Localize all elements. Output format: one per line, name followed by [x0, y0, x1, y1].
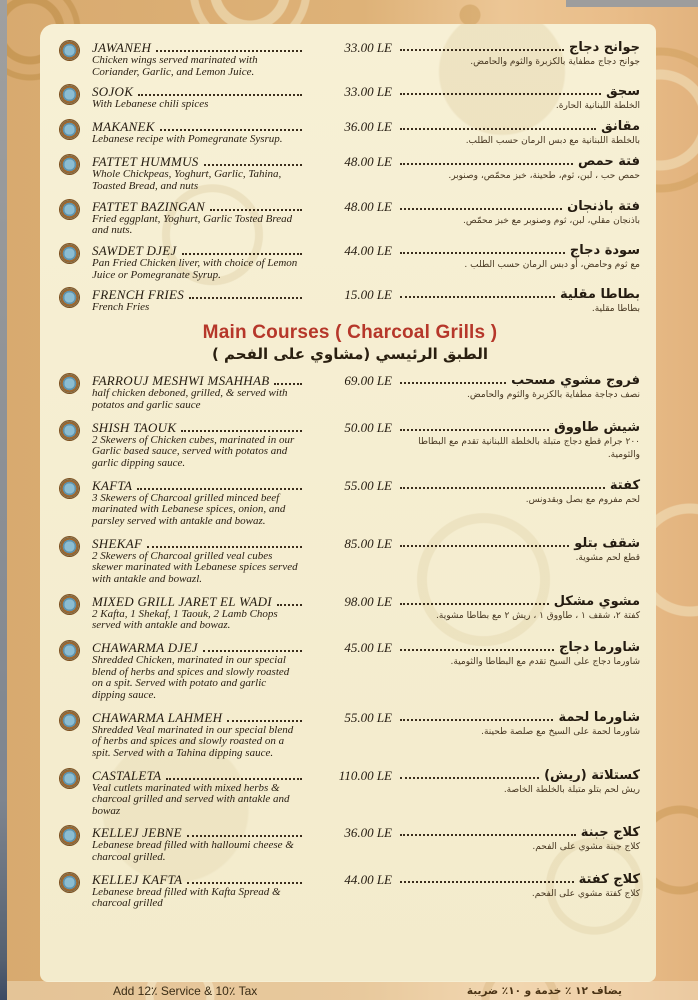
dotted-leader-ar — [400, 603, 549, 605]
logo-medallion-icon — [60, 641, 79, 660]
logo-medallion-icon — [60, 421, 79, 440]
item-name-line — [92, 478, 304, 493]
item-arabic — [398, 199, 640, 237]
dotted-leader — [204, 164, 302, 166]
item-english — [92, 872, 304, 910]
item-arabic — [398, 478, 640, 528]
item-description-en: Lebanese bread filled with halloumi cheese & charcoal grilled. — [92, 839, 294, 864]
item-name-line-ar — [398, 199, 640, 215]
dotted-leader — [138, 94, 302, 96]
item-name-line — [92, 243, 304, 258]
item-price: 15.00 LE — [344, 287, 392, 303]
item-price: 110.00 LE — [338, 767, 392, 783]
item-arabic — [398, 40, 640, 78]
item-description-ar: شاورما لحمة على السيخ مع صلصة طحينة. — [481, 726, 640, 737]
dotted-leader — [147, 546, 302, 548]
item-name-line-ar — [398, 640, 640, 656]
item-name-line-ar — [398, 40, 640, 56]
dotted-leader — [137, 488, 302, 490]
item-name-ar: شاورما لحمة — [558, 709, 640, 725]
item-price: 55.00 LE — [344, 709, 392, 725]
logo-medallion-icon — [60, 155, 79, 174]
item-description-ar: ريش لحم بتلو متبلة بالخلطة الخاصة. — [503, 784, 640, 795]
item-description-ar: قطع لحم مشوية. — [575, 552, 640, 563]
item-price: 44.00 LE — [344, 243, 392, 259]
item-price: 48.00 LE — [344, 154, 392, 170]
item-english — [92, 40, 304, 78]
item-description-ar: حمص حب ، لبن، ثوم، طحينة، خبز محمّص، وصنوبر. — [448, 171, 640, 182]
item-description-ar: شاورما دجاج على السيخ تقدم مع البطاطا والثومية. — [450, 656, 640, 667]
item-description-ar: لحم مفروم مع بصل وبقدونس. — [525, 494, 640, 505]
dotted-leader — [189, 297, 302, 299]
item-name-en: CHAWARMA LAHMEH — [92, 709, 223, 725]
item-name-ar: مشوي مشكل — [553, 593, 640, 609]
item-arabic — [398, 872, 640, 910]
item-description-en: Veal cutlets marinated with mixed herbs & charcoal grilled and served with antakle and bowaz — [92, 781, 290, 817]
menu-item — [60, 825, 640, 863]
item-description-en: Whole Chickpeas, Yoghurt, Garlic, Tahina, Toasted Bread, and nuts — [92, 168, 282, 193]
item-english — [92, 594, 304, 632]
item-arabic — [398, 710, 640, 760]
item-name-en: JAWANEH — [92, 40, 152, 55]
menu-item — [60, 40, 640, 78]
section-title-en: Main Courses ( Charcoal Grills ) — [202, 322, 498, 344]
dotted-leader-ar — [400, 834, 576, 836]
dotted-leader — [160, 129, 302, 131]
logo-medallion-icon — [60, 288, 79, 307]
item-name-en: MIXED GRILL JARET EL WADI — [92, 593, 272, 609]
dotted-leader-ar — [400, 881, 574, 883]
item-arabic — [398, 594, 640, 632]
dotted-leader — [182, 253, 302, 255]
dotted-leader-ar — [400, 429, 549, 431]
item-name-en: SOJOK — [92, 84, 134, 100]
item-description-ar: ٢٠٠ جرام قطع دجاج متبلة بالخلطة اللبنانية تقدم مع البطاطا والثومية. — [418, 436, 640, 460]
item-name-en: CHAWARMA DJEJ — [92, 639, 198, 655]
item-description-ar: جوانح دجاج مطفاية بالكزبرة والثوم والحامض. — [470, 57, 640, 67]
item-english — [92, 478, 304, 528]
item-description-en: Pan Fried Chicken liver, with choice of Lemon Juice or Pomegranate Syrup. — [92, 257, 298, 281]
item-name-line-ar — [398, 825, 640, 841]
item-name-line-ar — [398, 420, 640, 436]
menu-item — [60, 710, 640, 760]
menu-item — [60, 478, 640, 528]
item-description-ar: بالخلطة اللبنانية مع دبس الرمان حسب الطلب. — [465, 136, 640, 147]
item-name-en: CASTALETA — [92, 767, 162, 783]
menu-item — [60, 199, 640, 237]
item-price: 45.00 LE — [344, 639, 392, 655]
item-name-ar: فروج مشوي مسحب — [511, 373, 640, 389]
item-name-line-ar — [398, 536, 640, 552]
section-title-ar: الطبق الرئيسي (مشاوي على الفحم ) — [211, 345, 489, 364]
item-name-line-ar — [398, 594, 640, 610]
item-name-ar: كستلاتة (ريش) — [544, 767, 640, 783]
dotted-leader-ar — [400, 252, 565, 254]
item-name-ar: كلاج جبنة — [580, 825, 640, 841]
item-description-ar: كفتة ٢، شقف ١ ، طاووق ١ ، ريش ٢ مع بطاطا مشوية. — [436, 610, 640, 621]
item-name-ar: كفتة — [609, 477, 640, 493]
item-description-en: half chicken deboned, grilled, & served with potatos and garlic sauce — [92, 387, 288, 412]
item-arabic — [398, 287, 640, 316]
logo-medallion-icon — [60, 244, 79, 263]
item-name-line — [92, 872, 304, 887]
service-tax-note-ar: يضاف ١٢ ٪ خدمة و ١٠٪ ضريبة — [466, 984, 622, 997]
logo-medallion-icon — [60, 595, 79, 614]
item-name-en: FRENCH FRIES — [92, 287, 185, 303]
item-description-en: Fried eggplant, Yoghurt, Garlic Tosted Bread and nuts. — [92, 212, 293, 237]
item-arabic — [398, 154, 640, 192]
item-english — [92, 710, 304, 760]
item-name-line-ar — [398, 478, 640, 494]
item-price: 36.00 LE — [344, 119, 392, 135]
dotted-leader-ar — [400, 487, 605, 489]
service-tax-note — [7, 981, 698, 1000]
dotted-leader-ar — [400, 777, 539, 779]
menu-item — [60, 420, 640, 470]
dotted-leader — [277, 604, 302, 606]
item-name-line — [92, 420, 304, 435]
item-english — [92, 768, 304, 818]
item-name-line — [92, 119, 304, 134]
item-price: 85.00 LE — [344, 535, 392, 551]
logo-medallion-icon — [60, 711, 79, 730]
service-tax-note-en: Add 12٪ Service & 10٪ Tax — [113, 983, 258, 998]
item-english — [92, 373, 304, 411]
item-price: 44.00 LE — [344, 871, 392, 887]
item-name-line — [92, 710, 304, 725]
item-english — [92, 119, 304, 148]
item-english — [92, 640, 304, 702]
item-description-en: 2 Skewers of Chicken cubes, marinated in our Garlic based sauce, served with potatos and garlic dipping sauce. — [92, 433, 295, 470]
item-name-ar: كلاج كفتة — [578, 871, 640, 887]
section-header — [60, 322, 640, 365]
dotted-leader — [274, 383, 302, 385]
item-name-ar: فتة باذنجان — [567, 198, 640, 214]
dotted-leader-ar — [400, 49, 564, 51]
dotted-leader-ar — [400, 649, 554, 651]
item-price: 33.00 LE — [344, 40, 392, 55]
dotted-leader — [227, 720, 302, 722]
item-name-en: FATTET BAZINGAN — [92, 198, 205, 214]
dotted-leader — [156, 50, 302, 52]
dotted-leader-ar — [400, 296, 555, 298]
item-name-ar: شيش طاووق — [554, 419, 640, 435]
logo-medallion-icon — [60, 120, 79, 139]
dotted-leader-ar — [400, 382, 506, 384]
menu-item — [60, 594, 640, 632]
dotted-leader — [210, 209, 302, 211]
menu-item — [60, 243, 640, 281]
logo-medallion-icon — [60, 769, 79, 788]
item-price: 98.00 LE — [344, 593, 392, 609]
item-name-ar: مقانق — [601, 119, 640, 135]
item-description-en: Shredded Veal marinated in our special blend of herbs and spices and slowly roasted on a spit. Served with a Tahina dipping sauce. — [92, 723, 294, 759]
item-name-en: FARROUJ MESHWI MSAHHAB — [92, 373, 270, 389]
menu-item — [60, 119, 640, 148]
item-price: 36.00 LE — [344, 825, 392, 841]
dotted-leader-ar — [400, 719, 553, 721]
item-name-line — [92, 154, 304, 169]
dotted-leader-ar — [400, 545, 569, 547]
item-description-ar: مع ثوم وحامض، أو دبس الرمان حسب الطلب . — [464, 260, 640, 271]
item-name-line-ar — [398, 243, 640, 259]
menu-item — [60, 154, 640, 192]
item-english — [92, 199, 304, 237]
item-name-line — [92, 40, 304, 55]
menu-item — [60, 768, 640, 818]
item-name-ar: سجق — [606, 84, 640, 100]
item-arabic — [398, 119, 640, 148]
menu-section-1 — [60, 322, 640, 910]
menu-list — [60, 40, 640, 910]
item-name-line-ar — [398, 84, 640, 100]
item-name-en: FATTET HUMMUS — [92, 154, 199, 170]
item-description-en: 2 Skewers of Charcoal grilled veal cubes skewer marinated with Lebanese spices served with antakle and bowazl. — [92, 549, 298, 585]
item-name-ar: فتة حمص — [577, 154, 640, 170]
item-name-line-ar — [398, 768, 640, 784]
item-description-ar: نصف دجاجة مطفاية بالكزبرة والثوم والحامض. — [467, 390, 640, 401]
menu-section-0 — [60, 40, 640, 316]
item-description-en: With Lebanese chili spices — [92, 98, 209, 111]
menu-panel — [40, 24, 656, 982]
logo-medallion-icon — [60, 85, 79, 104]
scan-edge-top-right — [566, 0, 698, 7]
dotted-leader — [187, 882, 302, 884]
item-name-line — [92, 825, 304, 840]
item-description-ar: باذنجان مقلي، لبن، ثوم وصنوبر مع خبز محمّص. — [462, 215, 640, 226]
item-name-line-ar — [398, 154, 640, 170]
item-english — [92, 536, 304, 586]
item-name-line — [92, 640, 304, 655]
item-name-ar: سودة دجاج — [569, 243, 640, 259]
logo-medallion-icon — [60, 374, 79, 393]
menu-item — [60, 287, 640, 316]
logo-medallion-icon — [60, 479, 79, 498]
item-arabic — [398, 420, 640, 470]
item-name-ar: شاورما دجاج — [559, 639, 640, 655]
dotted-leader — [181, 430, 302, 432]
item-price: 69.00 LE — [344, 373, 392, 389]
item-price: 55.00 LE — [344, 477, 392, 493]
item-english — [92, 825, 304, 863]
item-english — [92, 287, 304, 316]
item-description-en: French Fries — [92, 301, 150, 314]
dotted-leader — [187, 835, 302, 837]
item-name-line — [92, 536, 304, 551]
item-name-ar: بطاطا مقلية — [560, 287, 640, 303]
item-name-ar: جوانح دجاج — [568, 40, 640, 55]
item-name-line-ar — [398, 373, 640, 389]
logo-medallion-icon — [60, 41, 79, 60]
menu-item — [60, 373, 640, 411]
item-name-line-ar — [398, 119, 640, 135]
item-english — [92, 84, 304, 113]
item-name-line — [92, 373, 304, 388]
item-description-en: Lebanese recipe with Pomegranate Sysrup. — [92, 133, 283, 146]
item-description-en: Shredded Chicken, marinated in our special blend of herbs and spices and slowly roasted on a spit. Served with potato and garlic dipping sauce. — [92, 653, 290, 701]
item-price: 33.00 LE — [344, 84, 392, 100]
dotted-leader — [203, 650, 302, 652]
item-description-ar: كلاج كفتة مشوي على الفحم. — [531, 888, 640, 899]
item-name-ar: شقف بتلو — [574, 535, 640, 551]
item-arabic — [398, 768, 640, 818]
item-name-line-ar — [398, 287, 640, 303]
item-name-en: SAWDET DJEJ — [92, 243, 177, 259]
dotted-leader-ar — [400, 128, 596, 130]
item-description-en: Lebanese bread filled with Kafta Spread & charcoal grilled — [92, 885, 281, 910]
item-arabic — [398, 825, 640, 863]
menu-item — [60, 872, 640, 910]
logo-medallion-icon — [60, 537, 79, 556]
item-english — [92, 420, 304, 470]
item-arabic — [398, 536, 640, 586]
item-arabic — [398, 373, 640, 411]
item-description-en: Chicken wings served marinated with Coriander, Garlic, and Lemon Juice. — [92, 54, 258, 78]
item-name-line — [92, 594, 304, 609]
item-name-line — [92, 287, 304, 302]
item-description-en: 2 Kafta, 1 Shekaf, 1 Taouk, 2 Lamb Chops served with antakle and bowaz. — [92, 607, 278, 632]
item-name-en: KELLEJ JEBNE — [92, 825, 182, 841]
scan-edge-left — [0, 0, 7, 1000]
item-description-en: 3 Skewers of Charcoal grilled minced beef marinated with Lebanese spices, onion, and parsley served with antakle and bowaz. — [92, 491, 286, 527]
dotted-leader-ar — [400, 208, 562, 210]
item-name-line — [92, 768, 304, 783]
item-name-en: KELLEJ KAFTA — [92, 871, 183, 887]
logo-medallion-icon — [60, 200, 79, 219]
item-price: 50.00 LE — [344, 419, 392, 435]
item-arabic — [398, 84, 640, 113]
item-english — [92, 243, 304, 281]
menu-item — [60, 536, 640, 586]
item-name-en: KAFTA — [92, 477, 133, 493]
item-description-ar: كلاج جبنة مشوي على الفحم. — [532, 842, 640, 853]
item-name-en: SHISH TAOUK — [92, 419, 177, 435]
dotted-leader — [166, 778, 302, 780]
item-name-line-ar — [398, 710, 640, 726]
item-description-ar: بطاطا مقلية. — [591, 304, 640, 315]
item-name-en: SHEKAF — [92, 535, 143, 551]
item-english — [92, 154, 304, 192]
menu-item — [60, 640, 640, 702]
item-description-ar: الخلطة اللبنانية الحارة. — [555, 101, 640, 112]
item-name-line-ar — [398, 872, 640, 888]
item-arabic — [398, 243, 640, 281]
item-arabic — [398, 640, 640, 702]
item-name-en: MAKANEK — [92, 119, 155, 135]
menu-item — [60, 84, 640, 113]
item-name-line — [92, 199, 304, 214]
dotted-leader-ar — [400, 93, 601, 95]
dotted-leader-ar — [400, 163, 573, 165]
item-name-line — [92, 84, 304, 99]
logo-medallion-icon — [60, 873, 79, 892]
item-price: 48.00 LE — [344, 198, 392, 214]
logo-medallion-icon — [60, 826, 79, 845]
